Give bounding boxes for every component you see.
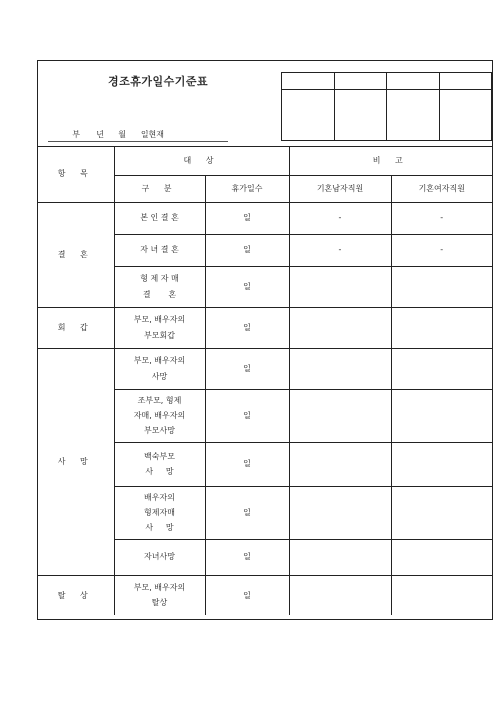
- group-name-cell: 탈 상: [38, 575, 114, 615]
- approval-sign-cell: [334, 90, 387, 141]
- category-line: 결 혼: [142, 289, 177, 299]
- married-male-cell: [289, 486, 391, 539]
- married-male-cell: [289, 539, 391, 575]
- category-cell: [114, 202, 205, 234]
- category-line: 부모, 배우자의: [133, 583, 186, 593]
- days-cell: 일: [205, 575, 289, 615]
- category-cell: [114, 348, 205, 389]
- table-header-row: [38, 146, 492, 175]
- married-female-cell: [391, 575, 492, 615]
- married-female-cell: [391, 307, 492, 348]
- group-name-cell: 사 망: [38, 348, 114, 575]
- category-line: 배우자의: [144, 492, 175, 502]
- category-line: 본 인 결 혼: [140, 213, 179, 223]
- target-header: 대 상: [114, 146, 289, 175]
- days-cell: 일: [205, 266, 289, 307]
- days-cell: 일: [205, 202, 289, 234]
- married-female-cell: [391, 389, 492, 442]
- document-header: [38, 61, 492, 147]
- approval-cell: [387, 73, 440, 90]
- married-female-cell: [391, 539, 492, 575]
- category-line: 부모사망: [144, 426, 175, 436]
- date-day-status: 일현재: [140, 130, 164, 139]
- days-cell: 일: [205, 348, 289, 389]
- married-female-cell: [391, 442, 492, 486]
- days-cell: 일: [205, 389, 289, 442]
- married-male-cell: [289, 266, 391, 307]
- married-male-cell: -: [289, 234, 391, 266]
- table-row: [38, 202, 492, 234]
- category-header: 구 분: [114, 175, 205, 202]
- approval-cell: [334, 73, 387, 90]
- item-header: 항 목: [38, 146, 114, 202]
- days-cell: 일: [205, 539, 289, 575]
- married-female-header: 기혼여자직원: [391, 175, 492, 202]
- category-cell: [114, 575, 205, 615]
- category-line: 형 제 자 매: [140, 274, 179, 284]
- approval-cell: [282, 73, 335, 90]
- married-female-cell: [391, 486, 492, 539]
- days-header: 휴가일수: [205, 175, 289, 202]
- leave-standard-table: [38, 146, 492, 615]
- married-male-cell: [289, 575, 391, 615]
- category-line: 탈상: [151, 598, 168, 608]
- category-line: 부모, 배우자의: [133, 315, 186, 325]
- days-cell: 일: [205, 442, 289, 486]
- married-male-cell: [289, 389, 391, 442]
- category-cell: [114, 389, 205, 442]
- remarks-header: 비 고: [289, 146, 492, 175]
- table-row: [38, 307, 492, 348]
- married-male-cell: [289, 348, 391, 389]
- document-title: 경조휴가일수기준표: [108, 75, 209, 88]
- document-sheet: [37, 60, 493, 620]
- group-name-cell: 결 혼: [38, 202, 114, 307]
- date-line: [48, 129, 228, 142]
- group-name-cell: 회 갑: [38, 307, 114, 348]
- married-female-cell: -: [391, 234, 492, 266]
- married-female-cell: -: [391, 202, 492, 234]
- approval-sign-cell: [387, 90, 440, 141]
- married-male-cell: -: [289, 202, 391, 234]
- category-line: 사 망: [145, 467, 174, 476]
- married-female-cell: [391, 348, 492, 389]
- category-cell: [114, 307, 205, 348]
- category-cell: [114, 234, 205, 266]
- married-male-cell: [289, 307, 391, 348]
- category-line: 백숙부모: [144, 451, 175, 461]
- category-line: 조부모, 형제: [137, 395, 182, 405]
- married-female-cell: [391, 266, 492, 307]
- date-year-prefix: 부: [72, 130, 80, 139]
- date-year: 년: [96, 130, 104, 139]
- category-line: 자매, 배우자의: [133, 410, 186, 420]
- married-male-cell: [289, 442, 391, 486]
- days-cell: 일: [205, 234, 289, 266]
- category-line: 형제자매: [144, 507, 175, 517]
- category-cell: [114, 539, 205, 575]
- category-line: 부모회갑: [144, 330, 175, 340]
- category-cell: [114, 266, 205, 307]
- category-cell: [114, 442, 205, 486]
- table-row: [38, 575, 492, 615]
- approval-box: [281, 72, 492, 141]
- date-month: 월: [118, 130, 126, 139]
- table-row: [38, 348, 492, 389]
- category-line: 부모, 배우자의: [133, 356, 186, 366]
- category-line: 자 녀 결 혼: [140, 245, 179, 255]
- days-cell: 일: [205, 307, 289, 348]
- married-male-header: 기혼남자직원: [289, 175, 391, 202]
- category-line: 사 망: [145, 523, 174, 533]
- approval-sign-cell: [439, 90, 492, 141]
- category-line: 사망: [151, 371, 168, 381]
- approval-cell: [439, 73, 492, 90]
- category-line: 자녀사망: [144, 552, 175, 562]
- days-cell: 일: [205, 486, 289, 539]
- approval-sign-cell: [282, 90, 335, 141]
- category-cell: [114, 486, 205, 539]
